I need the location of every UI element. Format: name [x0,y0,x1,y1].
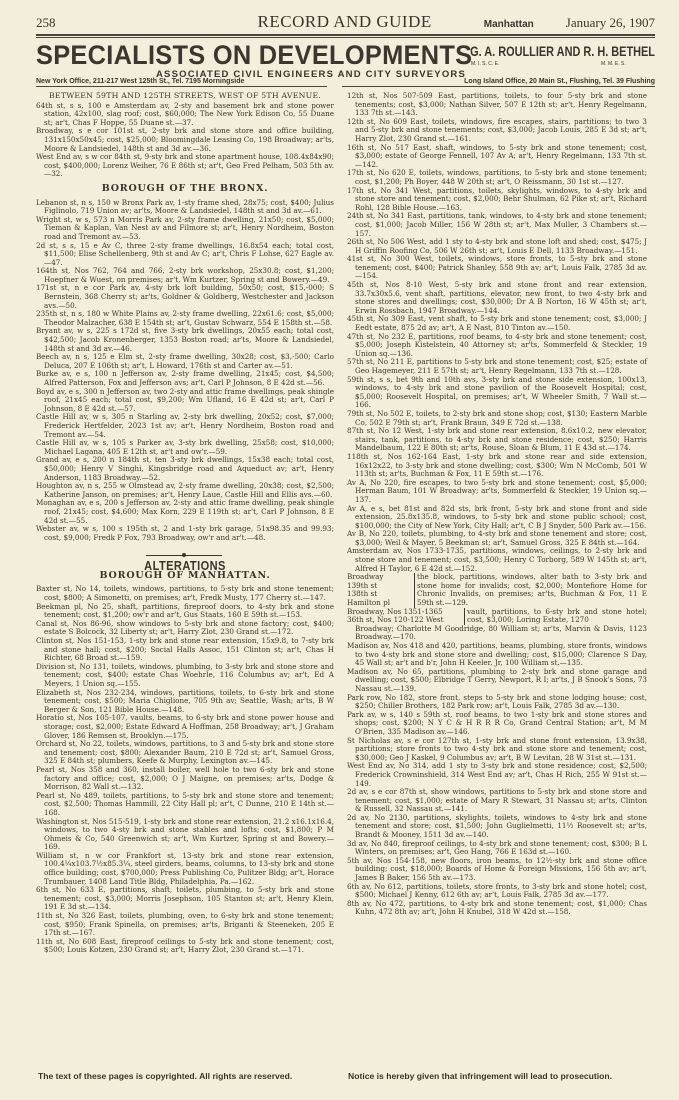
bracket-label: Broadway [347,572,384,582]
list-item: 6th av, No 612, partitions, toilets, store fronts, to 3-sty brk and stone hotel; cost, $500; Michael J Kenny, 612 6th av; ar't, Louis Falk, 2785 3d av.—177. [347,881,647,900]
list-item: Castle Hill av, w s, 105 s Parker av, 3-sty brk dwelling, 25x58; cost, $10,000; Michael Lagana, 405 E 12th st, ar't and ow'r.—59. [36,438,334,456]
list-item: 12th st, Nos 507-509 East, partitions, toilets, to four 5-sty brk and stone tenements; cost, $3,000; Nathan Silver, 507 E 12th st; ar't, Henry Regelmann, 133 7th st.—143. [347,91,647,118]
list-item: West End av, No 314, add 1 sty to 3-sty brk and stone residence; cost, $2,500; Frederick Crowninshield, 314 West End av; ar't, Chas H Rich, 255 W 91st st.—149. [347,761,647,788]
list-item: 59th st, s s, bet 9th and 10th avs, 3-sty brk and stone side extension, 100x13, windows, to 4-sty brk and stone pavilion of the Roosevelt Hospital; cost, $5,000; Roosevelt Hospital, on premises; ar't, W Wheeler Smith, 7 Wall st.—166. [347,374,647,410]
ny-office: New York Office, 211-217 West 125th St., Tel. 7195 Morningside [36,78,245,85]
list-item: Monaghan av, e s, 200 s Jefferson av, 2-sty and attic frame dwelling, peak shingle roof, 21x45; cost, $4,600; Max Korn, 229 E 119th st; ar't, Carl P Johnson, 8 E 42d st.—55. [36,498,334,525]
right-column [347,92,647,917]
list-item: Webster av, w s, 100 s 195th st, 2 and 1-sty brk garage, 51x98.35 and 99.93; cost, $9,000; Fredk P Fox, 793 Broadway, ow'r and ar't.—48. [36,524,334,542]
publication-title: RECORD AND GUIDE [257,12,432,31]
list-item: 118th st, Nos 162-164 East, 1-sty brk and stone rear and side extension, 16x12x22, to 3-sty brk and stone dwelling; cost, $300; Wm N McComb, 501 W 113th st; ar'ts, Buchman & Fox, 11 E 59th st.—176. [347,451,647,479]
list-item: 6th st, No 633 E, partitions, shaft, toilets, plumbing, to 5-sty brk and stone tenement; cost, $3,000; Morris Josephson, 105 Stanton st; ar't, Henry Klein, 191 E 3d st.—134. [36,885,334,912]
ad-subtitle: ASSOCIATED CIVIL ENGINEERS AND CITY SURVEYORS [156,69,467,80]
list-item: 2d st, s s, 15 e Av C, three 2-sty frame dwellings, 16.8x54 each; total cost, $11,500; Elise Schellenberg, 9th st and Av C; ar't, Chris F Lohse, 627 Eagle av.—47. [36,240,334,267]
bracket-label: 139th st [347,580,378,590]
list-item: 17th st, No 620 E, toilets, windows, partitions, to 5-sty brk and stone tenement; cost, $1,200; Ph Boyer, 448 W 20th st; ar't, O Reissmann, 30 1st st.—127. [347,168,647,186]
list-item: 3d av, No 840, fireproof ceilings, to 4-sty brk and stone tenement; cost, $300; B L Winters, on premises; ar't, Geo Hang, 766 E 163d st.—160. [347,838,647,857]
list-item: Av A, No 220, fire escapes, to two 5-sty brk and stone tenement; cost, $5,000; Herman Baum, 101 W Broadway; ar'ts, Sommerfeld & Steckler, 19 Union sq.—137. [347,477,647,504]
list-item: 2d av, s e cor 87th st, show windows, partitions to 5-sty brk and stone store and tenement; cost, $1,000; estate of Mary R Stewart, 31 Nassau st; ar'ts, Clinton & Russell, 32 Nassau st.—141. [347,787,647,814]
list-item: 41st st, No 300 West, toilets, windows, store fronts, to 5-sty brk and stone tenement; cost, $400; Patrick Shanley, 558 9th av; ar't, Louis Falk, 2785 3d av.—154. [347,254,647,281]
list-item: 5th av, Nos 154-158, new floors, iron beams, to 12½-sty brk and stone office building; cost, $18,000; Boards of Home & Foreign Missions, 156 5th av; ar't, James B Baker, 156 5th av.—173. [347,855,647,883]
bracket-label: Hamilton pl [347,598,390,608]
list-item: Wright st, w s, 573 n Morris Park av, 2-sty frame dwelling, 21x50; cost, $5,000; Tieman & Kaplan, Van Nest av and Filmore st; ar't, Henry Nordheim, Boston road and Tremont av.—53. [36,214,334,241]
list-item: Orchard st, No 22, toilets, windows, partitions, to 3 and 5-sty brk and stone store and tenement; cost, $800; Alexander Baum, 210 E 72d st; ar't, Samuel Gross, 325 E 84th st; plumbers, Keefe & Murphy, Lexington av.—145. [36,739,334,766]
list-item: Baxter st, No 14, toilets, windows, partitions, to 5-sty brk and stone tenement; cost, $800; A Simonetti, on premises; ar't, Fredk Musty, 177 Cherry st.—147. [36,584,334,603]
advertisement-banner [36,42,655,84]
bracket-label: 36th st, Nos 120-122 West [347,615,444,625]
ad-names: G. A. ROULLIER AND R. H. BETHEL [470,43,655,59]
borough-label: Manhattan [483,19,534,30]
list-item: Park row, No 182, store front, steps to 5-sty brk and stone lodging house; cost, $250; Chiller Brothers, 182 Park row; ar't, Louis Falk, 2785 3d av.—130. [347,692,647,711]
list-item: Lebanon st, n s, 150 w Bronx Park av, 1-sty frame shed, 28x75; cost, $400; Julius Figlinolo, 719 Union av; ar'ts, Moore & Landsiedel, 148th st and 3d av.—61. [36,197,334,216]
manhattan-entries [36,102,334,179]
list-item: Madison av, Nos 418 and 420, partitions, beams, plumbing, store fronts, windows to two 4-sty brk and stone store and dwelling; cost, $15,000; Clarence S Day, 45 Wall st; ar't and b'r, John H Keeler, Jr, 100 William st.—135. [347,641,647,668]
bracket-text: vault, partitions, to 6-sty brk and stone hotel; cost, $3,000; Loring Estate, 1270 [467,606,647,625]
alteration-entries-final [347,642,647,917]
header-rule [36,34,655,36]
list-item: 57th st, No 211 E, partitions to 5-sty brk and stone tenement; cost, $25; estate of Geo Hagemeyer, 211 E 57th st; ar't, Henry Regelmann, 133 7th st.—128. [347,357,647,375]
infringement-notice: Notice is hereby given that infringement will lead to prosecution. [348,1071,613,1081]
list-item: Madison av, No 65, partitions, plumbing to 2-sty brk and stone garage and dwelling; cost, $500; Elbridge T Gerry, Newport, R I; ar'ts, J B Snook's Sons, 73 Nassau st.—139. [347,666,647,693]
list-item: Horatio st, Nos 105-107, vaults, beams, to 6-sty brk and stone power house and storage; cost, $2,000; Estate Edward A Hoffman, 258 Broadway; ar't, J Graham Glover, 186 Remsen st, Brooklyn.—175. [36,713,334,740]
list-item: 12th st, No 609 East, toilets, windows, fire escapes, stairs, partitions; to two 3 and 5-sty brk and stone tenements; cost, $3,000; Jacob Louis, 285 E 3d st; ar't, Harry Zlot, 230 Grand st.—161. [347,116,647,143]
list-item: Pearl st, No 489, toilets, partitions, to 5-sty brk and stone store and tenement; cost, $2,500; Thomas Hammill, 22 City Hall pl; ar't, C Dunne, 210 E 14th st.—168. [36,790,334,817]
list-item: 171st st, n e cor Park av, 4-sty brk loft building, 50x50; cost, $15,-000; S Bernstein, 368 Cherry st; ar'ts, Goldner & Goldberg, Westchester and Jackson avs.—50. [36,283,334,310]
ad-rule-right [342,86,655,87]
bracket-labels [347,608,465,625]
issue-date: January 26, 1907 [565,15,655,30]
alterations-heading: ALTERATIONS [144,558,226,574]
list-item: Av A, e s, bet 81st and 82d sts, brk front, 5-sty brk and stone front and side extension, 25.8x135.8, windows, to 5-sty brk and stone public school; cost, $100,000; the City of New York, City Hall; ar't, C B J Snyder, 500 Park av.—156. [347,503,647,530]
ad-headline: SPECIALISTS ON DEVELOPMENTS [36,40,473,70]
list-item: 87th st, No 12 West, 1-sty brk and stone rear extension, 8.6x10.2, new elevator, stairs, tank, partitions, to 4-sty brk and stone residence; cost, $250; Harris Mandelbaum, 122 E 80th st; ar'ts, Rouse, Sloan & Blum, 11 E 43d st.—174. [347,426,647,453]
list-item: Beech av, n s, 125 e Elm st, 2-sty frame dwelling, 30x28; cost, $3,-500; Carlo Deluca, 207 E 106th st; ar't, L Howard, 176th st and Carter av.—51. [36,352,334,370]
left-column [36,92,334,955]
credential-1: M. I. S. C. E. [471,61,500,67]
list-item: 79th st, No 502 E, toilets, to 2-sty brk and stone shop; cost, $130; Eastern Marble Co, 502 E 79th st; ar't, Frank Braun, 349 E 72d st.—138. [347,408,647,427]
list-item: Bryant av, w s, 225 s 172d st, five 3-sty brk dwellings, 20x55 each; total cost, $42,500; Jacob Kronenberger, 1353 Boston road; ar'ts, Moore & Landsiedel, 148th st and 3d av.—46. [36,326,334,353]
list-item: Houghton av, n s, 255 w Olmstead av, 2-sty frame dwelling, 20x38; cost, $2,500; Katherine Janson, on premises; ar't, Henry Laue, Castle Hill and Ellis avs.—60. [36,481,334,499]
manhattan-heading: BOROUGH OF MANHATTAN. [99,569,271,581]
divider-dot [182,553,186,557]
list-item: 235th st, n s, 180 w White Plains av, 2-sty frame dwelling, 22x61.6; cost, $5,000; Theodor Malzacher, 638 E 154th st; ar't, Gustav Schwarz, 554 E 158th st.—58. [36,309,334,327]
bracket-text: the block, partitions, windows, alter bath to 3-sty brk and stone home for invalids; cost, $2,000; Montefiore Home for Chronic Invalids, on premises; ar'ts, Buchman & Fox, 11 E 59th st.—129. [417,572,647,608]
list-item: Division st, No 131, toilets, windows, plumbing, to 3-sty brk and stone store and tenement; cost, $400; estate Chas Woehrle, 116 Columbus av; ar't, Ed A Meyers, 1 Union sq.—155. [36,661,334,688]
alteration-entries-continued [347,92,647,573]
section-heading: BETWEEN 59TH AND 125TH STREETS, WEST OF 5TH AVENUE. [48,91,322,100]
list-item: Beekman pl, No 25, shaft, partitions, fireproof doors, to 4-sty brk and stone tenement; cost, $1,200; ow'r and ar't, Gus Staats, 160 E 59th st.—153. [36,601,334,620]
list-item: Clinton st, Nos 151-153, 1-sty brk and stone rear extension, 15x9.8, to 7-sty brk and stone hall; cost, $200; Social Halls Assoc, 151 Clinton st; ar't, Chas H Richter, 68 Broad st.—159. [36,636,334,663]
list-item: 164th st, Nos 762, 764 and 766, 2-sty brk workshop, 25x30.8; cost, $1,200; Hoepfner & Wuest, on premises; ar't, Wm Kurtzer, Spring st and Bowery.—49. [36,266,334,284]
list-item: 17th st, No 341 West, partitions, toilets, skylights, windows, to 4-sty brk and stone store and tenement; cost, $2,000; Behr Shulman, 62 Pike st; ar't, Richard Rohl, 128 Bible House.—163. [347,185,647,212]
bracketed-entry-montefiore [347,573,647,607]
bracketed-entry-loring [347,608,647,642]
header-rule-thin [36,37,655,38]
running-head [36,12,655,32]
list-item: 64th st, s s, 100 e Amsterdam av, 2-sty and basement brk and stone power station, 42x100, slag roof; cost, $60,000; The New York Edison Co, 55 Duane st; ar't, Chas F Hoppe, 55 Duane st.—37. [36,100,334,127]
bronx-heading: BOROUGH OF THE BRONX. [101,182,269,194]
list-item: Boyd av, e s, 300 n Jefferson av, two 2-sty and attic frame dwellings, peak shingle roof, 21x45 each; total cost, $9,200; Wm Ufland, 16 E 42d st; ar't, Carl P Johnson, 8 E 42d st.—57. [36,386,334,413]
bracket-label: Broadway, Nos 1351-1365 [347,606,443,616]
list-item: 47th st, No 232 E, partitions, roof beams, to 4-sty brk and stone tenement; cost, $5,000; Joseph Kistelstein, 40 Attorney st; ar'ts, Sommerfeld & Steckler, 19 Union sq.—136. [347,331,647,358]
copyright-notice: The text of these pages is copyrighted. All rights are reserved. [38,1071,293,1081]
list-item: Grand av, e s, 200 n 184th st, ten 3-sty brk dwellings, 15x38 each; total cost, $50,000; Henry V Singhi, Kingsbridge road and Aqueduct av; ar't, Henry Anderson, 1183 Broadway.—52. [36,455,334,482]
list-item: West End av, s w cor 84th st, 9-sty brk and stone apartment house, 108.4x84x90; cost, $400,000; Lorenz Weiher, 76 E 86th st; ar't, Geo Fred Pelham, 503 5th av.—32. [36,152,334,179]
list-item: 26th st, No 506 West, add 1 sty to 4-sty brk and stone loft and shed; cost, $475; J H Griffin Roofing Co, 506 W 26th st; ar't, Louis E Dell, 1133 Broadway.—151. [347,237,647,255]
list-item: Amsterdam av, Nos 1733-1735, partitions, windows, ceilings, to 2-sty brk and stone store and tenement; cost, $3,500; Henry C Torborg, 589 W 145th st; ar't, Alfred H Taylor, 6 E 42d st.—152. [347,546,647,573]
list-item: 16th st, No 517 East, shaft, windows, to 5-sty brk and stone tenement; cost, $3,000; estate of George Fennell, 107 Av A; ar't, Henry Regelmann, 133 7th st.—142. [347,142,647,169]
credential-2: M. M. E. S. [601,61,626,67]
list-item: Burke av, e s, 100 n Jefferson av, 2-sty frame dwelling, 21x45; cost, $4,500; Alfred Patterson, Fox and Jefferson avs; ar't, Carl P Johnson, 8 E 42d st.—56. [36,369,334,387]
list-item: 2d av, No 2130, partitions, skylights, toilets, windows to 4-sty brk and stone tenement and store; cost, $1,500; John Guglielmetti, 11½ Roosevelt st; ar'ts, Brandt & Mooney, 1511 3d av.—140. [347,812,647,840]
list-item: Canal st, Nos 86-96, show windows to 5-sty brk and stone factory; cost, $400; estate S Bolcock, 32 Liberty st; ar't, Harry Zlot, 230 Grand st.—172. [36,618,334,637]
list-item: William st, n w cor Frankfort st, 13-sty brk and stone rear extension, 100.4¼x103.7½x85.3¼, steel girders, beams, columns, to 13-sty brk and stone office building; cost, $700,000; Press Publishing Co, Pulitzer Bldg; ar't, Horace Trumbauer, 1408 Land Title Bldg, Philadelphia, Pa.—162. [36,850,334,886]
list-item: 45th st, Nos 8-10 West, 5-sty brk and stone front and rear extension, 33.7x30x5.6, vent shaft, partitions, elevator, new front, to two 4-sty brk and stone stores and dwellings; cost, $30,000; Dr A B Norton, 16 W 45th st; ar't, Erwin Rossbach, 1947 Broadway.—144. [347,280,647,315]
bracket-tail: Broadway; Charlotte M Goodridge, 80 William st; ar'ts, Marvin & Davis, 1123 Broadway.—170. [355,623,647,642]
list-item: Pearl st, Nos 358 and 360, install boiler, well hole to two 6-sty brk and stone factory and office; cost, $2,000; O J Maigne, on premises; ar'ts, Dodge & Morrison, 82 Wall st.—132. [36,764,334,792]
li-office: Long Island Office, 20 Main St., Flushing, Tel. 39 Flushing [464,78,655,85]
list-item: Elizabeth st, Nos 232-234, windows, partitions, toilets, to 6-sty brk and stone tenement; cost, $500; Maria Chiglione, 705 9th av; Seattle, Wash; ar'ts, B W Berger & Son, 121 Bible House.—148. [36,687,334,714]
list-item: 11th st, No 608 East, fireproof ceilings to 5-sty brk and stone tenement; cost, $500; Louis Kotzen, 230 Grand st; ar't, Harry Zlot, 230 Grand st.—171. [36,936,334,955]
list-item: 45th st, No 309 East, vent shaft, to 5-sty brk and stone tenement; cost, $3,000; J Eedt estate, 875 2d av; ar't, A E Nast, 810 Tinton av.—150. [347,314,647,333]
list-item: 24th st, No 341 East, partitions, tank, windows, to 4-sty brk and stone tenement; cost, $1,000; Jacob Miller, 156 W 28th st; ar't, Max Muller, 3 Chambers st.—157. [347,211,647,238]
list-item: 8th av, No 472, partitions, to 4-sty brk and stone tenement; cost, $1,000; Chas Kuhn, 472 8th av; ar't, John H Knubel, 318 W 42d st.—158. [347,898,647,917]
alteration-entries [36,585,334,955]
ad-rule-left [36,86,327,87]
list-item: Castle Hill av, w s, 305 n Starling av, 2-sty brk dwelling, 20x52; cost, $7,000; Frederick Hertfelder, 2023 1st av; ar't, Henry Nordheim, Boston road and Tremont av.—54. [36,412,334,439]
list-item: St Nicholas av, s e cor 127th st, 1-sty brk and stone front extension, 13.9x38, partitions; store fronts to two 4-sty brk and stone store and tenement; cost, $30,000; Geo J Kaskel, 9 Columbus av; ar't, B W Levitan, 28 W 31st st.—131. [347,735,647,762]
list-item: 11th st, No 326 East, toilets, plumbing, oven, to 6-sty brk and stone tenement; cost, $950; Frank Spinella, on premises; ar'ts, Briganti & Steeneken, 205 E 17th st.—167. [36,911,334,938]
list-item: Av B, No 220, toilets, plumbing, to 4-sty brk and stone tenement and store; cost, $3,000; Weil & Mayer, 5 Beekman st; ar't, Samuel Gross, 325 E 84th st.—164. [347,529,647,547]
list-item: Park av, w s, 140 s 59th st, roof beams, to two 1-sty brk and stone stores and shops; cost, $200; N Y C & H R R R Co, Grand Central Station; ar't, M M O'Brien, 335 Madison av.—146. [347,709,647,736]
list-item: Washington st, Nos 515-519, 1-sty brk and stone rear extension, 21.2 x16.1x16.4, windows, to two 4-sty brk and stone stables and lofts; cost, $1,800; P M Ohmeis & Co, 540 Greenwich st; ar't, Wm Kurtzer, Spring st and Bowery.—169. [36,816,334,852]
bracket-label: 138th st [347,589,378,599]
page-number: 258 [36,15,56,30]
bronx-entries [36,199,334,543]
list-item: Broadway, s e cor 101st st, 2-sty brk and stone store and office building, 131x150x50x45; cost, $25,000; Bloomingdale Leasing Co, 198 Broadway; ar'ts, Moore & Landsiedel, 148th st and 3d av.—36. [36,126,334,153]
bracket-labels [347,573,415,607]
